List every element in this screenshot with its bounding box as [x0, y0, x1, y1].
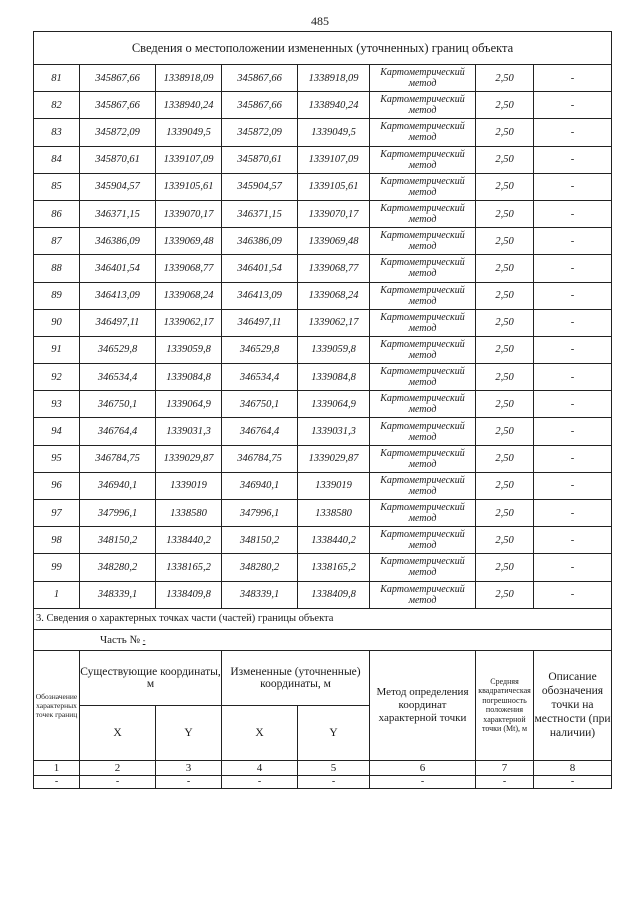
column-number: 1	[34, 760, 80, 775]
section-title-row	[34, 32, 612, 65]
column-numbers-row	[34, 760, 612, 775]
existing-x-cell: 345904,57	[80, 173, 156, 200]
changed-y-cell: 1339049,5	[298, 119, 370, 146]
description-cell: -	[534, 255, 612, 282]
existing-x-cell: 346784,75	[80, 445, 156, 472]
column-number: 8	[534, 760, 612, 775]
description-cell: -	[534, 391, 612, 418]
point-number-cell: 92	[34, 364, 80, 391]
header-changed-y: Y	[298, 705, 370, 760]
description-cell: -	[534, 65, 612, 92]
table-row	[34, 364, 612, 391]
changed-x-cell: 345904,57	[222, 173, 298, 200]
table-row	[34, 282, 612, 309]
mean-error-cell: 2,50	[476, 173, 534, 200]
changed-x-cell: 346764,4	[222, 418, 298, 445]
existing-x-cell: 346534,4	[80, 364, 156, 391]
changed-y-cell: 1338409,8	[298, 581, 370, 608]
point-number-cell: 83	[34, 119, 80, 146]
header-point-designation: Обозначение характерных точек границ	[34, 650, 80, 760]
changed-x-cell: 346386,09	[222, 228, 298, 255]
empty-cell: -	[34, 775, 80, 788]
description-cell: -	[534, 173, 612, 200]
existing-x-cell: 345870,61	[80, 146, 156, 173]
header-mean-error: Средняя квадратическая погрешность положения характерной точки (Mt), м	[476, 650, 534, 760]
changed-y-cell: 1339069,48	[298, 228, 370, 255]
part-label: Часть №	[100, 633, 140, 646]
changed-x-cell: 345872,09	[222, 119, 298, 146]
point-number-cell: 1	[34, 581, 80, 608]
mean-error-cell: 2,50	[476, 282, 534, 309]
method-cell: Картометрический метод	[370, 336, 476, 363]
point-number-cell: 88	[34, 255, 80, 282]
description-cell: -	[534, 527, 612, 554]
existing-y-cell: 1338940,24	[156, 92, 222, 119]
header-existing-x: X	[80, 705, 156, 760]
header-changed-x: X	[222, 705, 298, 760]
column-number: 2	[80, 760, 156, 775]
existing-y-cell: 1339062,17	[156, 309, 222, 336]
existing-x-cell: 345867,66	[80, 65, 156, 92]
mean-error-cell: 2,50	[476, 309, 534, 336]
column-number: 4	[222, 760, 298, 775]
method-cell: Картометрический метод	[370, 200, 476, 227]
page-number: 485	[311, 14, 329, 28]
empty-cell: -	[156, 775, 222, 788]
point-number-cell: 82	[34, 92, 80, 119]
description-cell: -	[534, 500, 612, 527]
existing-y-cell: 1338440,2	[156, 527, 222, 554]
point-number-cell: 85	[34, 173, 80, 200]
table-row	[34, 228, 612, 255]
existing-y-cell: 1339019	[156, 472, 222, 499]
point-number-cell: 97	[34, 500, 80, 527]
changed-x-cell: 345867,66	[222, 92, 298, 119]
method-cell: Картометрический метод	[370, 255, 476, 282]
description-cell: -	[534, 119, 612, 146]
existing-y-cell: 1338918,09	[156, 65, 222, 92]
empty-cell: -	[476, 775, 534, 788]
description-cell: -	[534, 472, 612, 499]
existing-x-cell: 348339,1	[80, 581, 156, 608]
description-cell: -	[534, 418, 612, 445]
mean-error-cell: 2,50	[476, 119, 534, 146]
method-cell: Картометрический метод	[370, 364, 476, 391]
method-cell: Картометрический метод	[370, 119, 476, 146]
description-cell: -	[534, 200, 612, 227]
method-cell: Картометрический метод	[370, 554, 476, 581]
point-number-cell: 94	[34, 418, 80, 445]
changed-y-cell: 1338165,2	[298, 554, 370, 581]
point-number-cell: 87	[34, 228, 80, 255]
column-number: 3	[156, 760, 222, 775]
method-cell: Картометрический метод	[370, 500, 476, 527]
existing-x-cell: 346764,4	[80, 418, 156, 445]
table-row	[34, 418, 612, 445]
section3-title-row	[34, 608, 612, 629]
changed-y-cell: 1339062,17	[298, 309, 370, 336]
changed-x-cell: 346371,15	[222, 200, 298, 227]
changed-y-cell: 1338918,09	[298, 65, 370, 92]
changed-y-cell: 1338580	[298, 500, 370, 527]
table-row	[34, 527, 612, 554]
point-number-cell: 96	[34, 472, 80, 499]
existing-y-cell: 1339031,3	[156, 418, 222, 445]
existing-y-cell: 1339068,77	[156, 255, 222, 282]
section3-title: 3. Сведения о характерных точках части (частей) границы объекта	[34, 608, 612, 629]
changed-x-cell: 345870,61	[222, 146, 298, 173]
method-cell: Картометрический метод	[370, 309, 476, 336]
table-row	[34, 554, 612, 581]
description-cell: -	[534, 282, 612, 309]
description-cell: -	[534, 336, 612, 363]
changed-x-cell: 346750,1	[222, 391, 298, 418]
header-existing-coords: Существующие координаты, м	[80, 650, 222, 705]
description-cell: -	[534, 228, 612, 255]
changed-y-cell: 1339105,61	[298, 173, 370, 200]
mean-error-cell: 2,50	[476, 472, 534, 499]
mean-error-cell: 2,50	[476, 418, 534, 445]
table-row	[34, 309, 612, 336]
description-cell: -	[534, 554, 612, 581]
empty-cell: -	[370, 775, 476, 788]
changed-y-cell: 1339019	[298, 472, 370, 499]
existing-y-cell: 1339064,9	[156, 391, 222, 418]
method-cell: Картометрический метод	[370, 92, 476, 119]
mean-error-cell: 2,50	[476, 228, 534, 255]
method-cell: Картометрический метод	[370, 418, 476, 445]
point-number-cell: 89	[34, 282, 80, 309]
changed-x-cell: 348150,2	[222, 527, 298, 554]
header-row-top	[34, 650, 612, 705]
mean-error-cell: 2,50	[476, 336, 534, 363]
changed-x-cell: 346784,75	[222, 445, 298, 472]
changed-y-cell: 1339107,09	[298, 146, 370, 173]
table-row	[34, 472, 612, 499]
table-row	[34, 119, 612, 146]
changed-y-cell: 1339059,8	[298, 336, 370, 363]
existing-y-cell: 1339069,48	[156, 228, 222, 255]
point-number-cell: 99	[34, 554, 80, 581]
table-row	[34, 255, 612, 282]
table-row	[34, 146, 612, 173]
changed-x-cell: 348280,2	[222, 554, 298, 581]
header-method: Метод определения координат характерной точки	[370, 650, 476, 760]
part-number: -	[142, 635, 146, 645]
description-cell: -	[534, 581, 612, 608]
changed-y-cell: 1338440,2	[298, 527, 370, 554]
table-row	[34, 65, 612, 92]
mean-error-cell: 2,50	[476, 500, 534, 527]
point-number-cell: 84	[34, 146, 80, 173]
description-cell: -	[534, 92, 612, 119]
changed-x-cell: 347996,1	[222, 500, 298, 527]
table-row	[34, 581, 612, 608]
method-cell: Картометрический метод	[370, 445, 476, 472]
existing-y-cell: 1339049,5	[156, 119, 222, 146]
part-label-cell	[34, 629, 612, 650]
mean-error-cell: 2,50	[476, 581, 534, 608]
empty-data-row	[34, 775, 612, 788]
existing-x-cell: 348280,2	[80, 554, 156, 581]
existing-y-cell: 1339068,24	[156, 282, 222, 309]
table-row	[34, 445, 612, 472]
description-cell: -	[534, 146, 612, 173]
existing-y-cell: 1338409,8	[156, 581, 222, 608]
existing-y-cell: 1339059,8	[156, 336, 222, 363]
empty-cell: -	[222, 775, 298, 788]
table-row	[34, 173, 612, 200]
changed-y-cell: 1339029,87	[298, 445, 370, 472]
header-description: Описание обозначения точки на местности (при наличии)	[534, 650, 612, 760]
existing-x-cell: 346940,1	[80, 472, 156, 499]
boundary-points-table	[33, 31, 612, 789]
column-number: 7	[476, 760, 534, 775]
existing-x-cell: 346401,54	[80, 255, 156, 282]
existing-y-cell: 1339070,17	[156, 200, 222, 227]
method-cell: Картометрический метод	[370, 527, 476, 554]
mean-error-cell: 2,50	[476, 364, 534, 391]
empty-cell: -	[298, 775, 370, 788]
description-cell: -	[534, 364, 612, 391]
column-number: 6	[370, 760, 476, 775]
changed-x-cell: 346413,09	[222, 282, 298, 309]
table-row	[34, 336, 612, 363]
point-number-cell: 93	[34, 391, 80, 418]
existing-x-cell: 347996,1	[80, 500, 156, 527]
existing-x-cell: 345872,09	[80, 119, 156, 146]
changed-x-cell: 346497,11	[222, 309, 298, 336]
changed-x-cell: 345867,66	[222, 65, 298, 92]
existing-x-cell: 346529,8	[80, 336, 156, 363]
description-cell: -	[534, 445, 612, 472]
existing-x-cell: 346750,1	[80, 391, 156, 418]
existing-x-cell: 346371,15	[80, 200, 156, 227]
existing-y-cell: 1338580	[156, 500, 222, 527]
existing-x-cell: 346413,09	[80, 282, 156, 309]
table-row	[34, 391, 612, 418]
header-changed-coords: Измененные (уточненные) координаты, м	[222, 650, 370, 705]
table-row	[34, 200, 612, 227]
part-label-row	[34, 629, 612, 650]
point-number-cell: 91	[34, 336, 80, 363]
mean-error-cell: 2,50	[476, 255, 534, 282]
method-cell: Картометрический метод	[370, 472, 476, 499]
changed-x-cell: 346534,4	[222, 364, 298, 391]
changed-y-cell: 1339031,3	[298, 418, 370, 445]
mean-error-cell: 2,50	[476, 146, 534, 173]
existing-y-cell: 1338165,2	[156, 554, 222, 581]
description-cell: -	[534, 309, 612, 336]
point-number-cell: 81	[34, 65, 80, 92]
empty-cell: -	[80, 775, 156, 788]
table-row	[34, 500, 612, 527]
changed-y-cell: 1339068,24	[298, 282, 370, 309]
point-number-cell: 95	[34, 445, 80, 472]
existing-y-cell: 1339105,61	[156, 173, 222, 200]
changed-y-cell: 1339068,77	[298, 255, 370, 282]
point-number-cell: 98	[34, 527, 80, 554]
changed-x-cell: 346529,8	[222, 336, 298, 363]
existing-y-cell: 1339029,87	[156, 445, 222, 472]
changed-y-cell: 1339084,8	[298, 364, 370, 391]
empty-cell: -	[534, 775, 612, 788]
mean-error-cell: 2,50	[476, 65, 534, 92]
method-cell: Картометрический метод	[370, 228, 476, 255]
method-cell: Картометрический метод	[370, 282, 476, 309]
table-row	[34, 92, 612, 119]
changed-y-cell: 1339070,17	[298, 200, 370, 227]
column-number: 5	[298, 760, 370, 775]
changed-x-cell: 348339,1	[222, 581, 298, 608]
section-title: Сведения о местоположении измененных (уточненных) границ объекта	[34, 32, 612, 65]
mean-error-cell: 2,50	[476, 92, 534, 119]
mean-error-cell: 2,50	[476, 554, 534, 581]
changed-x-cell: 346940,1	[222, 472, 298, 499]
existing-x-cell: 348150,2	[80, 527, 156, 554]
mean-error-cell: 2,50	[476, 527, 534, 554]
existing-x-cell: 345867,66	[80, 92, 156, 119]
point-number-cell: 90	[34, 309, 80, 336]
header-existing-y: Y	[156, 705, 222, 760]
mean-error-cell: 2,50	[476, 200, 534, 227]
mean-error-cell: 2,50	[476, 391, 534, 418]
method-cell: Картометрический метод	[370, 391, 476, 418]
changed-y-cell: 1338940,24	[298, 92, 370, 119]
existing-x-cell: 346497,11	[80, 309, 156, 336]
changed-y-cell: 1339064,9	[298, 391, 370, 418]
existing-x-cell: 346386,09	[80, 228, 156, 255]
existing-y-cell: 1339084,8	[156, 364, 222, 391]
changed-x-cell: 346401,54	[222, 255, 298, 282]
point-number-cell: 86	[34, 200, 80, 227]
method-cell: Картометрический метод	[370, 173, 476, 200]
method-cell: Картометрический метод	[370, 581, 476, 608]
existing-y-cell: 1339107,09	[156, 146, 222, 173]
method-cell: Картометрический метод	[370, 65, 476, 92]
mean-error-cell: 2,50	[476, 445, 534, 472]
method-cell: Картометрический метод	[370, 146, 476, 173]
